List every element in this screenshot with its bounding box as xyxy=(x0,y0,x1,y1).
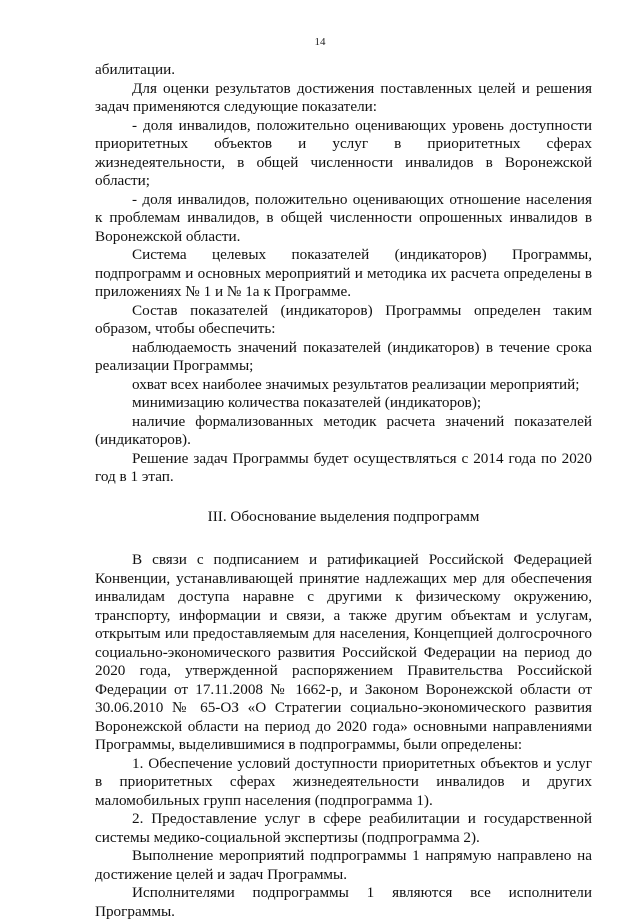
paragraph: Решение задач Программы будет осуществляться с 2014 года по 2020 год в 1 этап. xyxy=(95,449,592,485)
section-heading: III. Обоснование выделения подпрограмм xyxy=(207,507,480,525)
paragraph: Для оценки результатов достижения поставленных целей и решения задач применяются следующие показатели: xyxy=(95,79,592,115)
list-item: 2. Предоставление услуг в сфере реабилитации и государственной системы медико-социальной экспертизы (подпрограмма 2). xyxy=(95,810,592,846)
paragraph: Выполнение мероприятий подпрограммы 1 напрямую направлено на достижение целей и задач Программы. xyxy=(95,847,592,883)
list-item: 1. Обеспечение условий доступности приоритетных объектов и услуг в приоритетных сферах жизнедеятельности инвалидов и других маломобильных групп населения (подпрограмма 1). xyxy=(95,754,592,809)
paragraph: абилитации. xyxy=(95,61,176,78)
paragraph: Исполнителями подпрограммы 1 являются все исполнители Программы. xyxy=(95,884,592,920)
document-body xyxy=(95,61,592,921)
paragraph: Система целевых показателей (индикаторов) Программы, подпрограмм и основных мероприятий и методика их расчета определены в приложениях № 1 и № 1а к Программе. xyxy=(95,246,592,300)
list-item: наличие формализованных методик расчета значений показателей (индикаторов). xyxy=(95,412,592,448)
page-number: 14 xyxy=(314,36,326,48)
paragraph: В связи с подписанием и ратификацией Российской Федерацией Конвенции, устанавливающей принятие надлежащих мер для обеспечения инвалидам доступа наравне с другими к физическому окружению, транспорту, информации и связи, а также другим объектам и услугам, открытым или предоставляемым для населения, Концепцией долгосрочного социально-экономического развития Российской Федерации на период до 2020 года, утвержденной распоряжением Правительства Российской Федерации от 17.11.2008 № 1662-р, и Законом Воронежской области от 30.06.2010 № 65-ОЗ «О Стратегии социально-экономического развития Воронежской области на период до 2020 года» основными направлениями Программы, выделившимися в подпрограммы, были определены: xyxy=(95,551,592,753)
list-item: минимизацию количества показателей (индикаторов); xyxy=(132,394,482,411)
paragraph: Состав показателей (индикаторов) Программы определен таким образом, чтобы обеспечить: xyxy=(95,301,592,337)
paragraphs-bottom xyxy=(95,551,592,921)
list-item: наблюдаемость значений показателей (индикаторов) в течение срока реализации Программы; xyxy=(95,338,592,374)
list-item: - доля инвалидов, положительно оценивающих отношение населения к проблемам инвалидов, в общей численности опрошенных инвалидов в Воронежской области. xyxy=(95,190,592,245)
list-item: охват всех наиболее значимых результатов реализации мероприятий; xyxy=(132,375,580,393)
list-item: - доля инвалидов, положительно оценивающих уровень доступности приоритетных объектов и услуг в приоритетных сферах жизнедеятельности, в общей численности инвалидов в Воронежской области; xyxy=(95,116,592,189)
paragraphs-top xyxy=(95,61,592,487)
